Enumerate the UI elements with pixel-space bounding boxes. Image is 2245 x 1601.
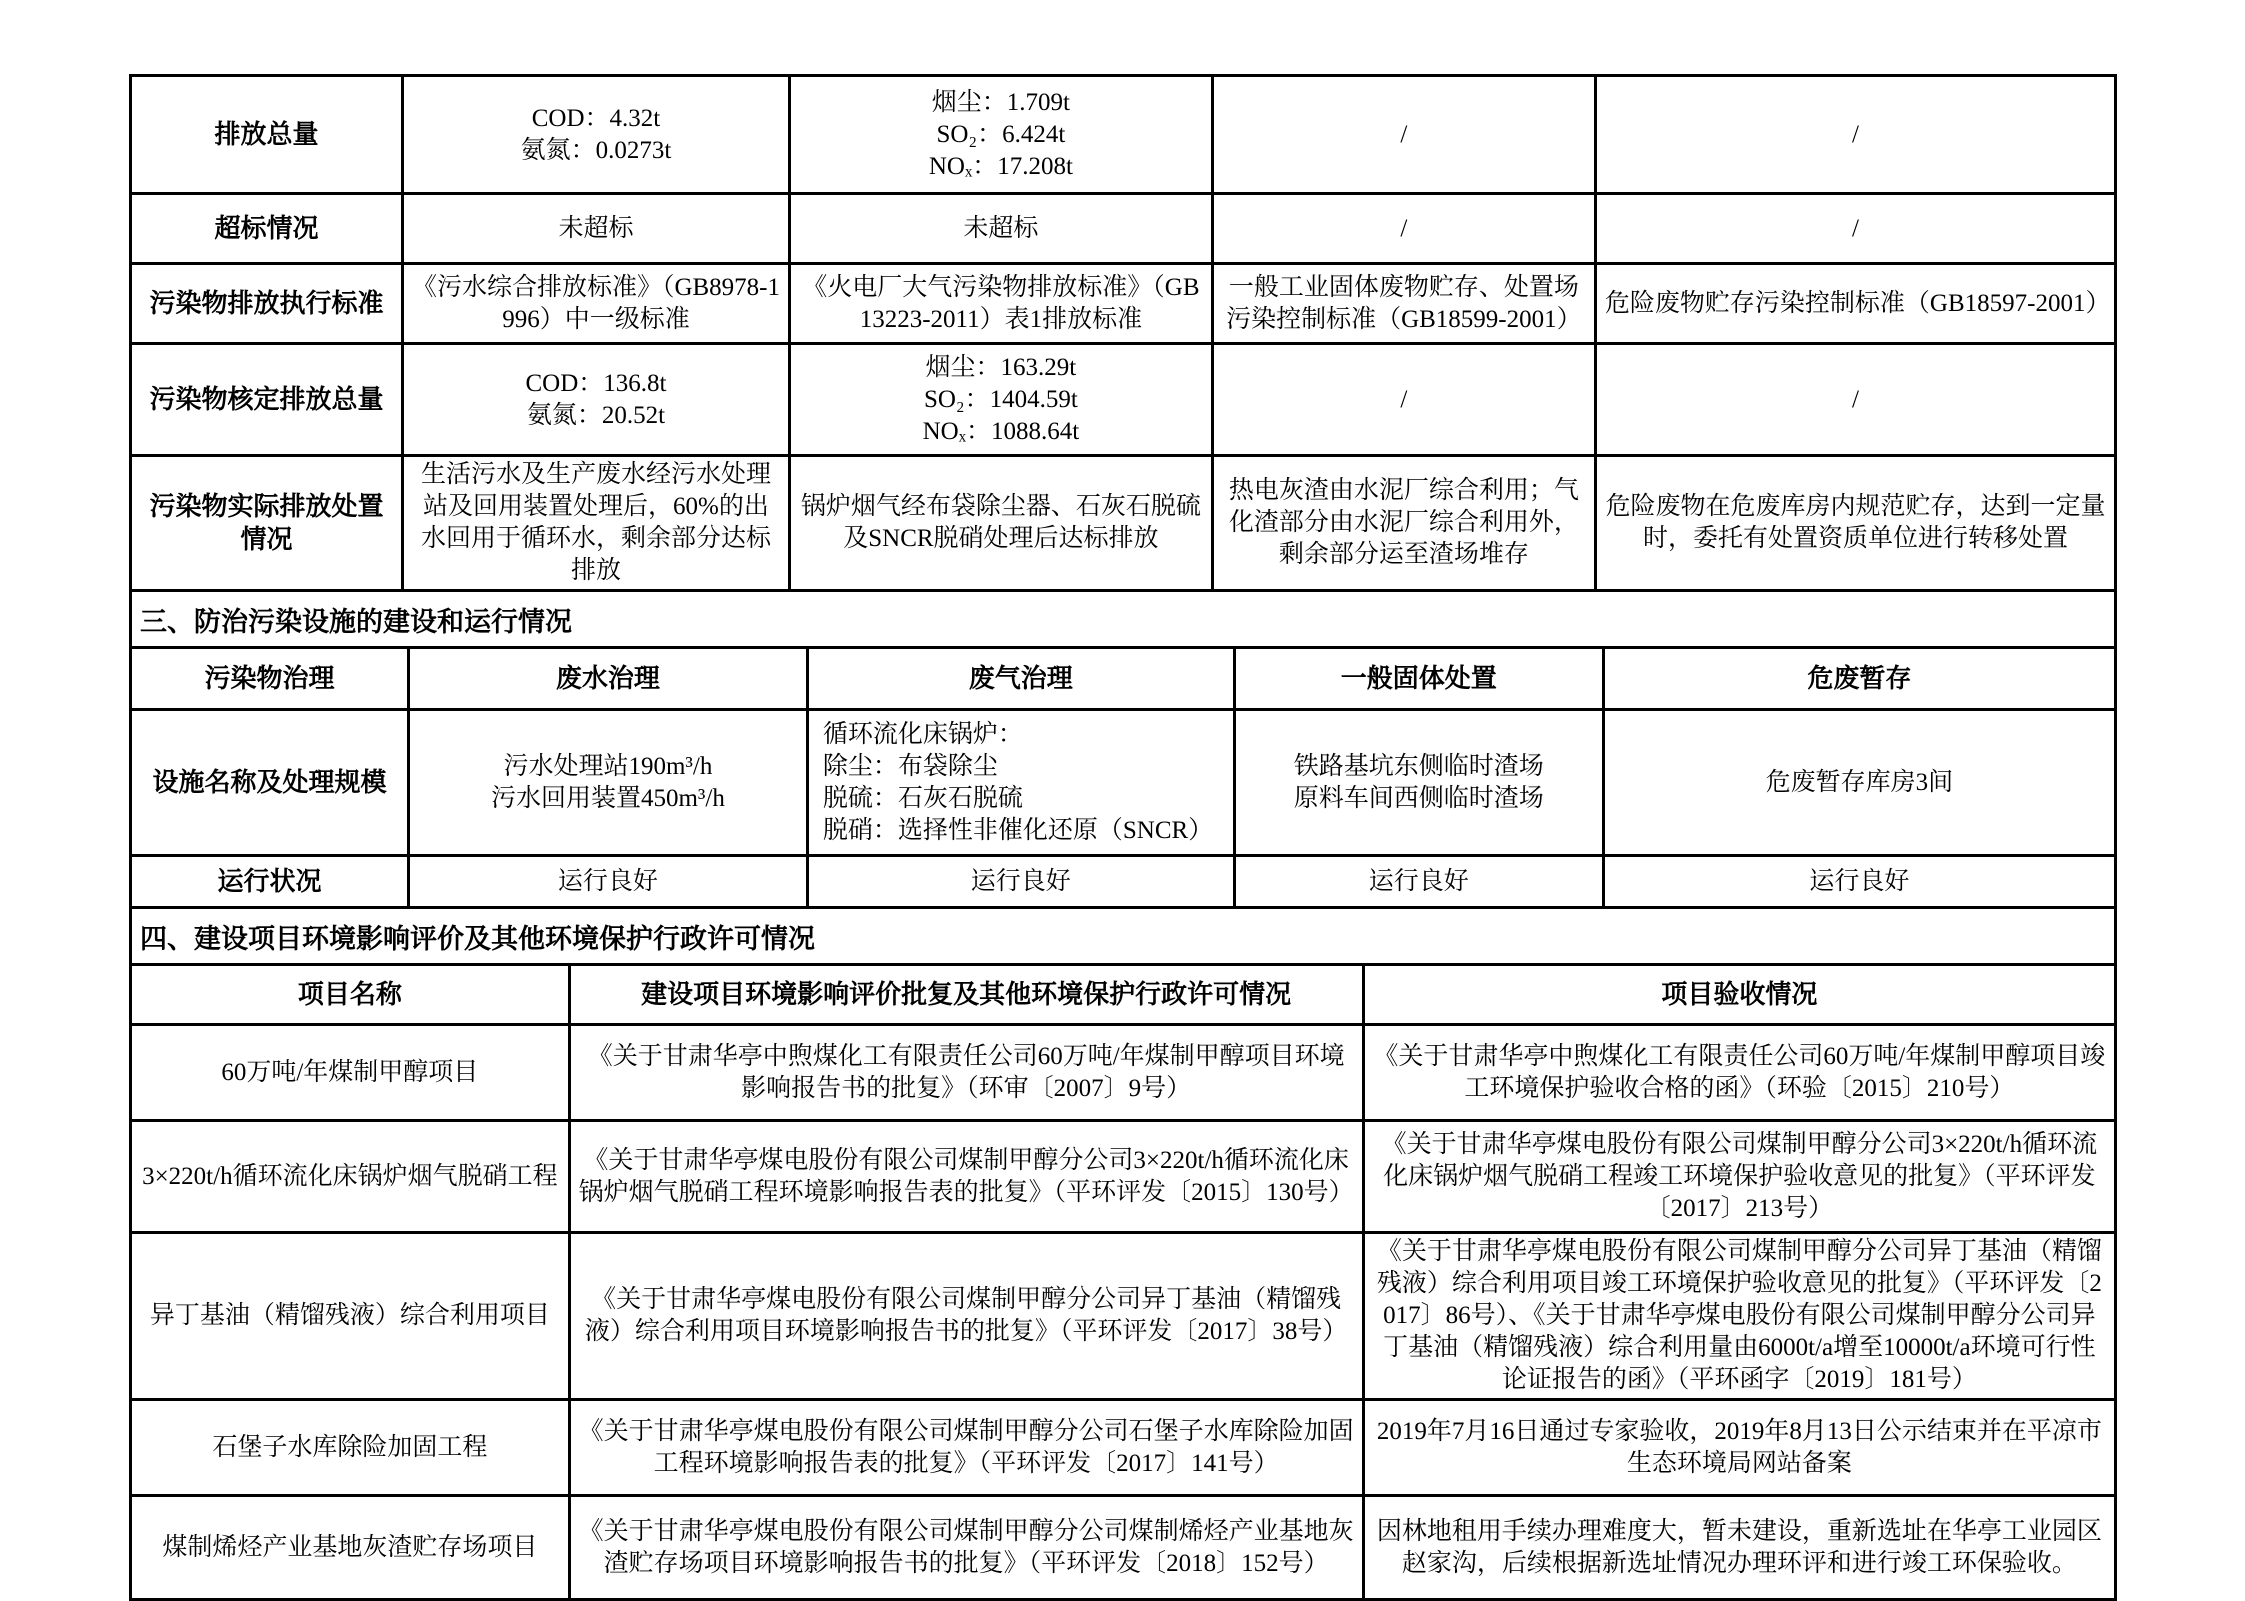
project-acceptance-cell: 《关于甘肃华亭煤电股份有限公司煤制甲醇分公司3×220t/h循环流化床锅炉烟气脱硝工程竣工环境保护验收意见的批复》（平环评发〔2017〕213号） [1363,1121,2115,1233]
column-header: 废水治理 [408,648,807,710]
cell-line: 危险废物贮存污染控制标准（GB18597-2001） [1604,289,2111,317]
cell-line: SO₂：6.424t [936,120,1066,148]
eia-permits-table-body [131,965,2116,1600]
table-cell [790,456,1213,591]
treatment-facilities-table [129,646,2117,909]
cell-line: 氨氮：20.52t [526,401,666,429]
table-header-row [131,965,2116,1025]
treatment-facilities-table-body [131,648,2116,908]
project-acceptance-cell: 《关于甘肃华亭中煦煤化工有限责任公司60万吨/年煤制甲醇项目竣工环境保护验收合格的函》（环验〔2015〕210号） [1363,1025,2115,1121]
cell-line: 脱硫：石灰石脱硫 [822,784,1023,812]
cell-line: / [1400,120,1408,148]
row-label: 污染物核定排放总量 [131,344,403,456]
cell-line: 运行良好 [1809,867,1910,895]
cell-line: 污水处理站190m³/h [503,752,713,780]
table-cell [408,710,807,856]
cell-line: 氨氮：0.0273t [520,136,672,164]
cell-line: 铁路基坑东侧临时渣场 [1293,752,1544,780]
project-approval-cell: 《关于甘肃华亭煤电股份有限公司煤制甲醇分公司异丁基油（精馏残液）综合利用项目环境影响报告书的批复》（平环评发〔2017〕38号） [569,1233,1363,1400]
table-cell [807,856,1234,908]
table-row [131,344,2116,456]
column-header: 项目名称 [131,965,570,1025]
section-title-eia-permits: 四、建设项目环境影响评价及其他环境保护行政许可情况 [129,906,2117,966]
table-cell [402,76,789,194]
table-cell [1595,264,2115,344]
project-name-cell: 煤制烯烃产业基地灰渣贮存场项目 [131,1496,570,1600]
column-header: 危废暂存 [1603,648,2115,710]
row-label: 排放总量 [131,76,403,194]
cell-line: 未超标 [558,214,634,242]
cell-line: NOₓ：17.208t [928,152,1073,180]
column-header: 项目验收情况 [1363,965,2115,1025]
table-row [131,1400,2116,1496]
table-cell [1212,456,1595,591]
table-cell [1603,710,2115,856]
project-acceptance-cell: 《关于甘肃华亭煤电股份有限公司煤制甲醇分公司异丁基油（精馏残液）综合利用项目竣工环境保护验收意见的批复》（平环评发〔2017〕86号）、《关于甘肃华亭煤电股份有限公司煤制甲醇分公司异丁基油（精馏残液）综合利用量由6000t/a增至10000t/a环境可行性论证报告的函》（平环函字〔2019〕181号） [1363,1233,2115,1400]
table-cell [790,194,1213,264]
cell-line: COD：136.8t [525,369,667,397]
cell-line: 生活污水及生产废水经污水处理站及回用装置处理后，60%的出水回用于循环水，剩余部分达标排放 [420,461,771,584]
column-header: 废气治理 [807,648,1234,710]
table-cell [1212,344,1595,456]
table-row [131,194,2116,264]
table-cell [1212,194,1595,264]
project-approval-cell: 《关于甘肃华亭煤电股份有限公司煤制甲醇分公司3×220t/h循环流化床锅炉烟气脱硝工程环境影响报告表的批复》（平环评发〔2015〕130号） [569,1121,1363,1233]
cell-line: 危废暂存库房3间 [1765,768,1954,796]
cell-line: 未超标 [963,214,1039,242]
project-acceptance-cell: 因林地租用手续办理难度大，暂未建设，重新选址在华亭工业园区赵家沟，后续根据新选址情况办理环评和进行竣工环保验收。 [1363,1496,2115,1600]
project-name-cell: 异丁基油（精馏残液）综合利用项目 [131,1233,570,1400]
project-name-cell: 3×220t/h循环流化床锅炉烟气脱硝工程 [131,1121,570,1233]
cell-line: 一般工业固体废物贮存、处置场污染控制标准（GB18599-2001） [1226,273,1582,333]
cell-line: NOₓ：1088.64t [922,417,1080,445]
cell-line: SO₂：1404.59t [923,385,1078,413]
project-approval-cell: 《关于甘肃华亭煤电股份有限公司煤制甲醇分公司煤制烯烃产业基地灰渣贮存场项目环境影响报告书的批复》（平环评发〔2018〕152号） [569,1496,1363,1600]
cell-line: 污水回用装置450m³/h [490,784,725,812]
cell-line: / [1851,120,1859,148]
table-row [131,264,2116,344]
cell-line: 原料车间西侧临时渣场 [1293,784,1544,812]
table-cell [1603,856,2115,908]
table-cell [790,264,1213,344]
table-cell [1212,76,1595,194]
column-header: 一般固体处置 [1234,648,1603,710]
column-header: 建设项目环境影响评价批复及其他环境保护行政许可情况 [569,965,1363,1025]
row-label: 运行状况 [131,856,409,908]
column-header: 污染物治理 [131,648,409,710]
cell-line: 运行良好 [557,867,658,895]
table-cell [790,344,1213,456]
cell-line: / [1851,385,1859,413]
table-cell [1234,710,1603,856]
eia-permits-table [129,963,2117,1601]
table-cell [1595,344,2115,456]
cell-line: 脱硝：选择性非催化还原（SNCR） [822,816,1214,844]
table-row [131,76,2116,194]
table-cell [1595,76,2115,194]
cell-line: / [1400,214,1408,242]
project-acceptance-cell: 2019年7月16日通过专家验收，2019年8月13日公示结束并在平凉市生态环境局网站备案 [1363,1400,2115,1496]
row-label: 超标情况 [131,194,403,264]
cell-line: 《污水综合排放标准》（GB8978-1996）中一级标准 [411,273,780,333]
project-approval-cell: 《关于甘肃华亭中煦煤化工有限责任公司60万吨/年煤制甲醇项目环境影响报告书的批复》（环审〔2007〕9号） [569,1025,1363,1121]
cell-line: 热电灰渣由水泥厂综合利用；气化渣部分由水泥厂综合利用外，剩余部分运至渣场堆存 [1228,477,1579,568]
cell-line: 危险废物在危废库房内规范贮存，达到一定量时，委托有处置资质单位进行转移处置 [1605,493,2106,552]
cell-line: 运行良好 [970,867,1071,895]
cell-line: / [1851,214,1859,242]
row-label: 污染物排放执行标准 [131,264,403,344]
table-cell [1595,456,2115,591]
table-row [131,710,2116,856]
cell-line: COD：4.32t [531,104,661,132]
project-approval-cell: 《关于甘肃华亭煤电股份有限公司煤制甲醇分公司石堡子水库除险加固工程环境影响报告表的批复》（平环评发〔2017〕141号） [569,1400,1363,1496]
cell-line: 烟尘：163.29t [925,353,1077,381]
table-row [131,1025,2116,1121]
row-label: 设施名称及处理规模 [131,710,409,856]
emissions-table-body [131,76,2116,591]
cell-line: 运行良好 [1368,867,1469,895]
cell-line: / [1400,385,1408,413]
table-cell [402,344,789,456]
project-name-cell: 石堡子水库除险加固工程 [131,1400,570,1496]
table-cell [1595,194,2115,264]
table-row [131,1233,2116,1400]
disclosure-document [129,74,2117,1601]
table-cell [1212,264,1595,344]
table-cell [807,710,1234,856]
section-title-pollution-control-facilities: 三、防治污染设施的建设和运行情况 [129,589,2117,649]
table-cell [402,194,789,264]
table-cell [408,856,807,908]
row-label: 污染物实际排放处置情况 [131,456,403,591]
table-row [131,1496,2116,1600]
project-name-cell: 60万吨/年煤制甲醇项目 [131,1025,570,1121]
table-header-row [131,648,2116,710]
table-cell [402,456,789,591]
cell-line: 烟尘：1.709t [931,88,1070,116]
cell-line: 《火电厂大气污染物排放标准》（GB13223-2011）表1排放标准 [802,273,1200,333]
table-row [131,1121,2116,1233]
table-row [131,456,2116,591]
table-cell [402,264,789,344]
table-cell [1234,856,1603,908]
table-row [131,856,2116,908]
cell-line: 循环流化床锅炉： [822,720,1023,748]
cell-line: 除尘：布袋除尘 [822,752,998,780]
emissions-table [129,74,2117,592]
cell-line: 锅炉烟气经布袋除尘器、石灰石脱硫及SNCR脱硝处理后达标排放 [800,493,1201,552]
table-cell [790,76,1213,194]
